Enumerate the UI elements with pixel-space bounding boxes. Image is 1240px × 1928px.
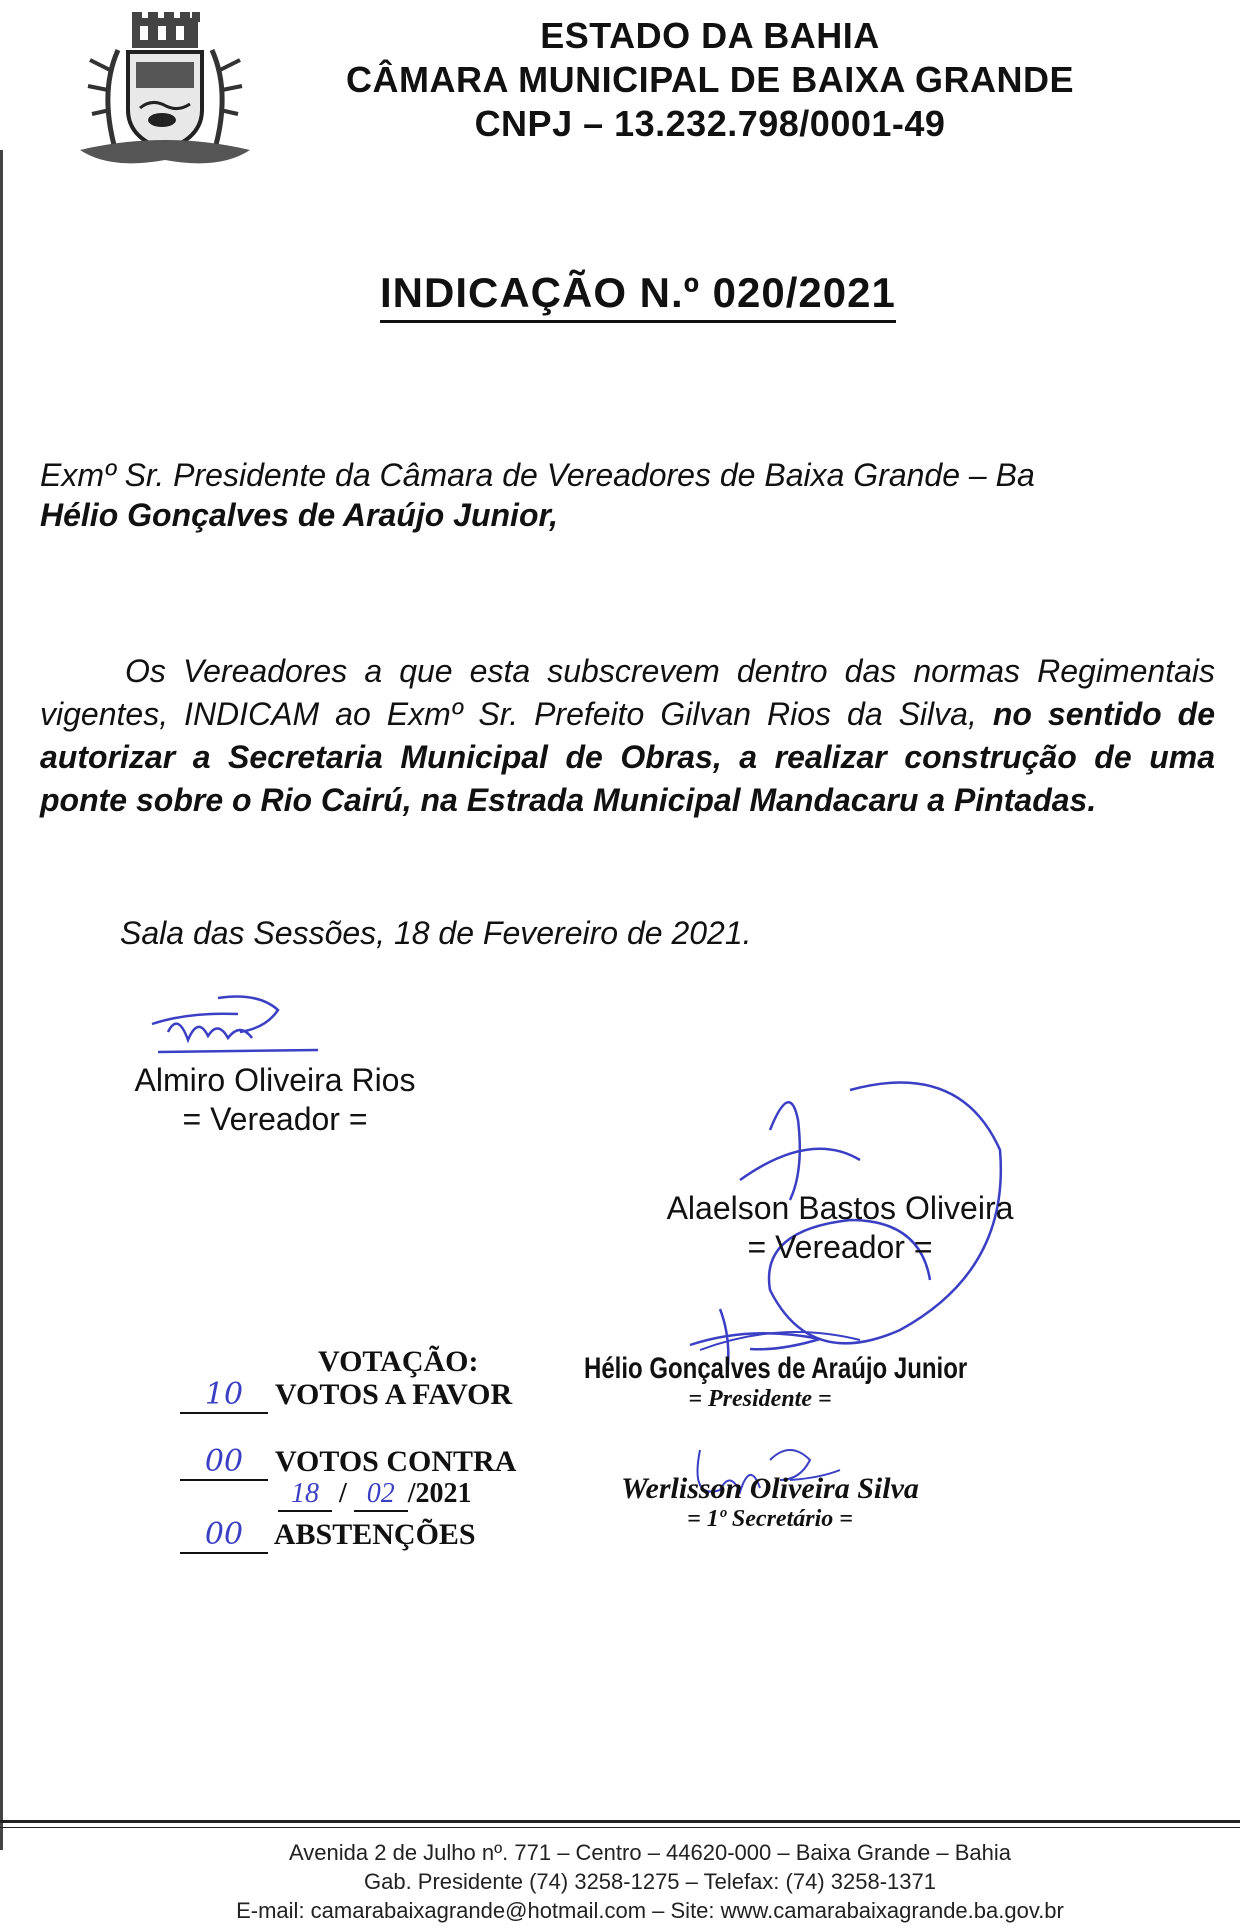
document-title: INDICAÇÃO N.º 020/2021 xyxy=(380,268,896,323)
footer-contact: E-mail: camarabaixagrande@hotmail.com – Site: www.camarabaixagrande.ba.gov.br xyxy=(236,1898,1064,1923)
voting-title: VOTAÇÃO: xyxy=(318,1345,479,1378)
footer xyxy=(150,1838,1150,1925)
votes-contra-label: VOTOS CONTRA xyxy=(274,1445,517,1478)
municipal-crest-logo xyxy=(70,10,260,175)
body-paragraph xyxy=(40,650,1215,822)
voting-date-month: 02 xyxy=(354,1478,408,1512)
votes-favor-label: VOTOS A FAVOR xyxy=(274,1378,513,1411)
voting-date-year: /2021 xyxy=(407,1478,472,1509)
votes-contra-count: 00 xyxy=(180,1445,268,1481)
voting-date-day: 18 xyxy=(278,1478,332,1512)
officer-name: Hélio Gonçalves de Araújo Junior xyxy=(584,1352,968,1385)
addressee xyxy=(40,455,1200,535)
signatory-name: Almiro Oliveira Rios xyxy=(134,1062,416,1098)
addressee-line-1: Exmº Sr. Presidente da Câmara de Vereadores de Baixa Grande – Ba xyxy=(40,457,1035,493)
votes-contra-row xyxy=(180,1445,516,1481)
session-date: Sala das Sessões, 18 de Fevereiro de 2021. xyxy=(120,915,752,951)
officer-name: Werlisson Oliveira Silva xyxy=(621,1472,919,1505)
footer-divider xyxy=(0,1820,1240,1823)
footer-phones: Gab. Presidente (74) 3258-1275 – Telefax: (74) 3258-1371 xyxy=(364,1869,936,1894)
left-margin-line xyxy=(0,150,3,1850)
votes-abstention-count: 00 xyxy=(180,1518,268,1554)
footer-address: Avenida 2 de Julho nº. 771 – Centro – 44620-000 – Baixa Grande – Bahia xyxy=(289,1840,1011,1865)
voting-date: 18 / 02 /2021 xyxy=(278,1478,472,1512)
officer-president xyxy=(540,1352,980,1413)
officer-role: = 1º Secretário = xyxy=(687,1506,853,1532)
signatory-role: = Vereador = xyxy=(747,1229,933,1265)
footer-divider-thin xyxy=(0,1827,1240,1828)
officer-secretary xyxy=(570,1472,970,1533)
officer-role: = Presidente = xyxy=(688,1386,832,1412)
body-intro: Os Vereadores a que esta subscrevem dentro das normas Regimentais vigentes, INDICAM ao Exmº Sr. Prefeito Gilvan Rios da Silva, xyxy=(40,653,1215,732)
header xyxy=(300,14,1120,146)
signatory-almiro xyxy=(110,1060,440,1138)
votes-favor-row xyxy=(180,1378,512,1414)
signature-almiro xyxy=(148,992,328,1062)
header-cnpj: CNPJ – 13.232.798/0001-49 xyxy=(474,103,946,144)
votes-favor-count: 10 xyxy=(180,1378,268,1414)
addressee-line-2: Hélio Gonçalves de Araújo Junior, xyxy=(40,497,559,533)
votes-abstention-row xyxy=(180,1518,476,1554)
header-institution: CÂMARA MUNICIPAL DE BAIXA GRANDE xyxy=(345,59,1074,100)
signatory-role: = Vereador = xyxy=(182,1101,368,1137)
body-request: no sentido de autorizar a Secretaria Municipal de Obras, a realizar construção de uma ponte sobre o Rio Cairú, na Estrada Municipal Mandacaru a Pintadas. xyxy=(40,696,1216,818)
signatory-name: Alaelson Bastos Oliveira xyxy=(666,1190,1014,1226)
votes-abstention-label: ABSTENÇÕES xyxy=(273,1518,476,1551)
header-state: ESTADO DA BAHIA xyxy=(540,15,880,56)
signatory-alaelson xyxy=(640,1188,1040,1266)
